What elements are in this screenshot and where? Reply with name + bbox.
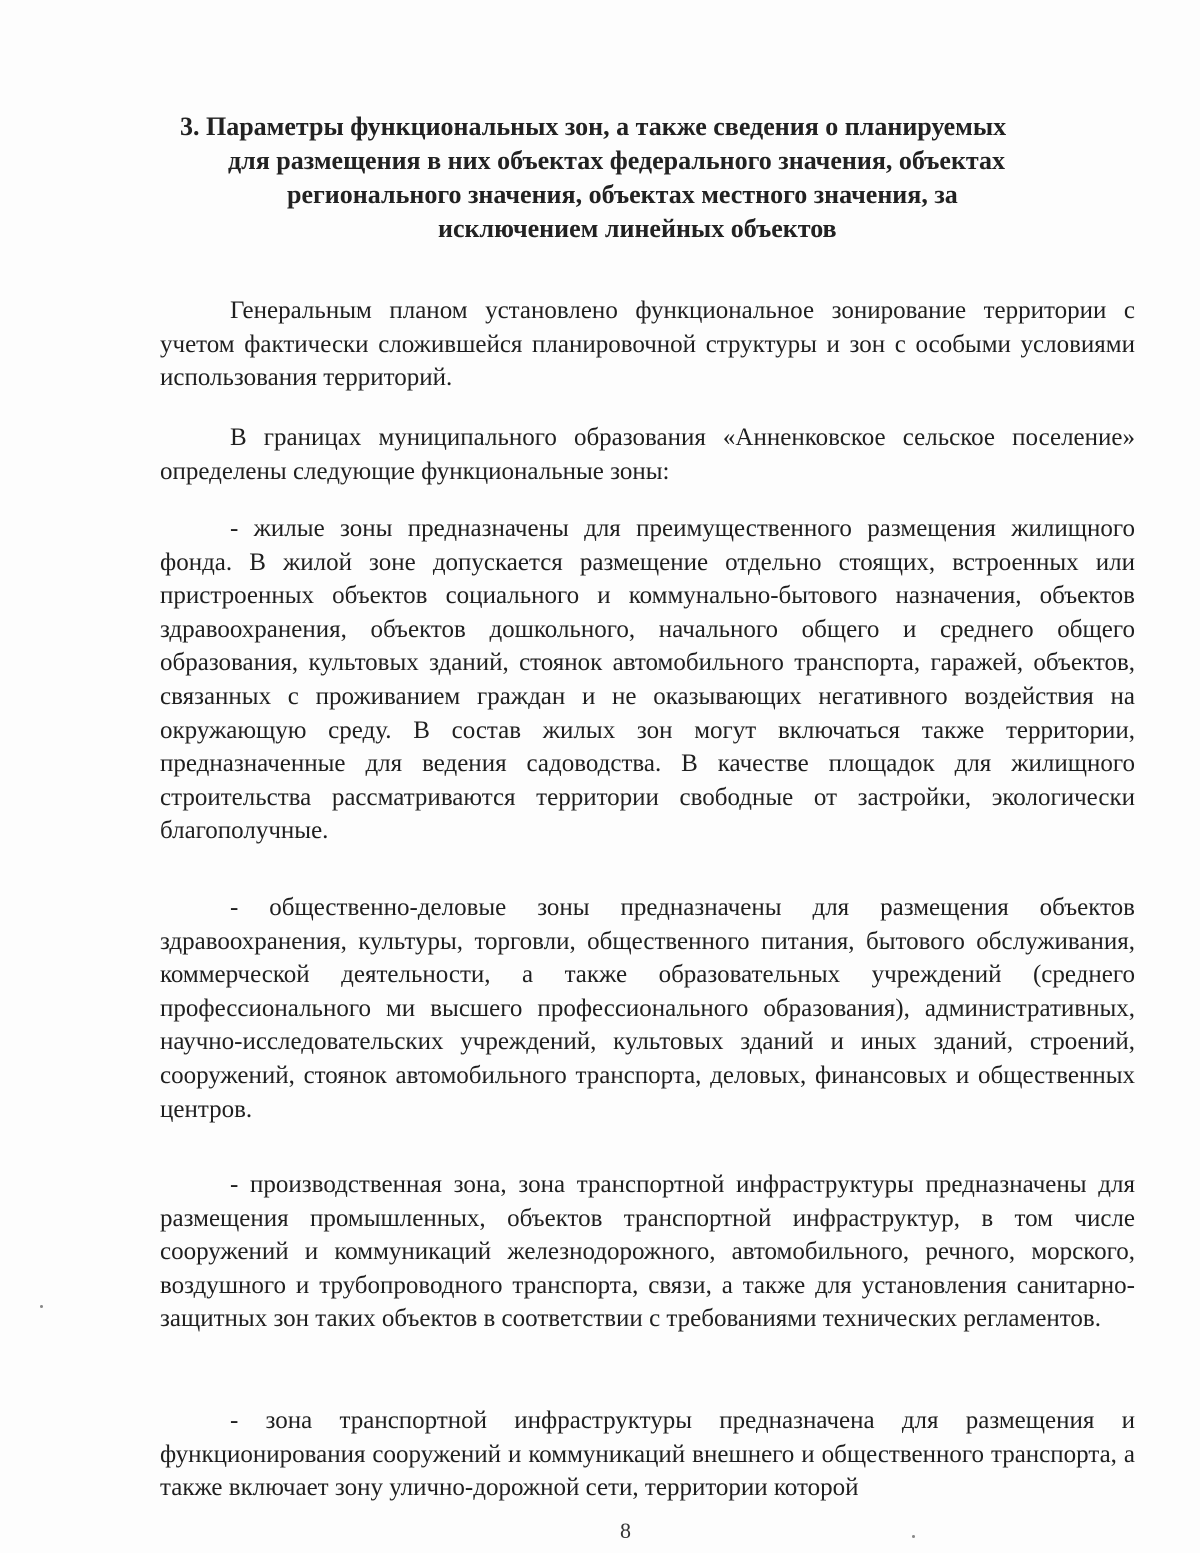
section-heading <box>170 110 1140 246</box>
paragraph-zones-intro: В границах муниципального образования «Анненковское сельское поселение» определены следующие функциональные зоны: <box>160 424 1135 485</box>
scan-speck <box>40 1305 43 1308</box>
page-number: 8 <box>620 1518 631 1543</box>
paragraph-general-plan: Генеральным планом установлено функциональное зонирование территории с учетом фактически сложившейся планировочной структуры и зон с особыми условиями использования территорий. <box>160 297 1135 392</box>
heading-line-1: 3. Параметры функциональных зон, а также сведения о планируемых <box>180 112 1007 141</box>
paragraph-business-zones: - общественно-деловые зоны предназначены для размещения объектов здравоохранения, культуры, торговли, общественного питания, бытового обслуживания, коммерческой деятельности, а также образовательных учреждений (среднего профессионального ми высшего профессионального образования), административных, научно-исследовательских учреждений, культовых зданий и иных зданий, строений, сооружений, стоянок автомобильного транспорта, деловых, финансовых и общественных центров. <box>160 894 1135 1123</box>
heading-line-3: регионального значения, объектах местного значения, за <box>287 180 958 209</box>
scan-speck <box>912 1535 915 1538</box>
paragraph-residential-zones: - жилые зоны предназначены для преимущественного размещения жилищного фонда. В жилой зоне допускается размещение отдельно стоящих, встроенных или пристроенных объектов социального и коммунально-бытового назначения, объектов здравоохранения, объектов дошкольного, начального общего и среднего общего образования, культовых зданий, стоянок автомобильного транспорта, гаражей, объектов, связанных с проживанием граждан и не оказывающих негативного воздействия на окружающую среду. В состав жилых зон могут включаться также территории, предназначенные для ведения садоводства. В качестве площадок для жилищного строительства рассматриваются территории свободные от застройки, экологически благополучные. <box>160 515 1135 845</box>
heading-line-2: для размещения в них объектах федерального значения, объектах <box>228 146 1006 175</box>
paragraph-industrial-zone: - производственная зона, зона транспортной инфраструктуры предназначены для размещения промышленных, объектов транспортной инфраструктур, в том числе сооружений и коммуникаций железнодорожного, автомобильного, речного, морского, воздушного и трубопроводного транспорта, связи, а также для установления санитарно-защитных зон таких объектов в соответствии с требованиями технических регламентов. <box>160 1171 1135 1333</box>
heading-line-4: исключением линейных объектов <box>438 214 837 243</box>
paragraph-transport-zone: - зона транспортной инфраструктуры предназначена для размещения и функционирования сооружений и коммуникаций внешнего и общественного транспорта, а также включает зону улично-дорожной сети, территории которой <box>160 1407 1135 1502</box>
